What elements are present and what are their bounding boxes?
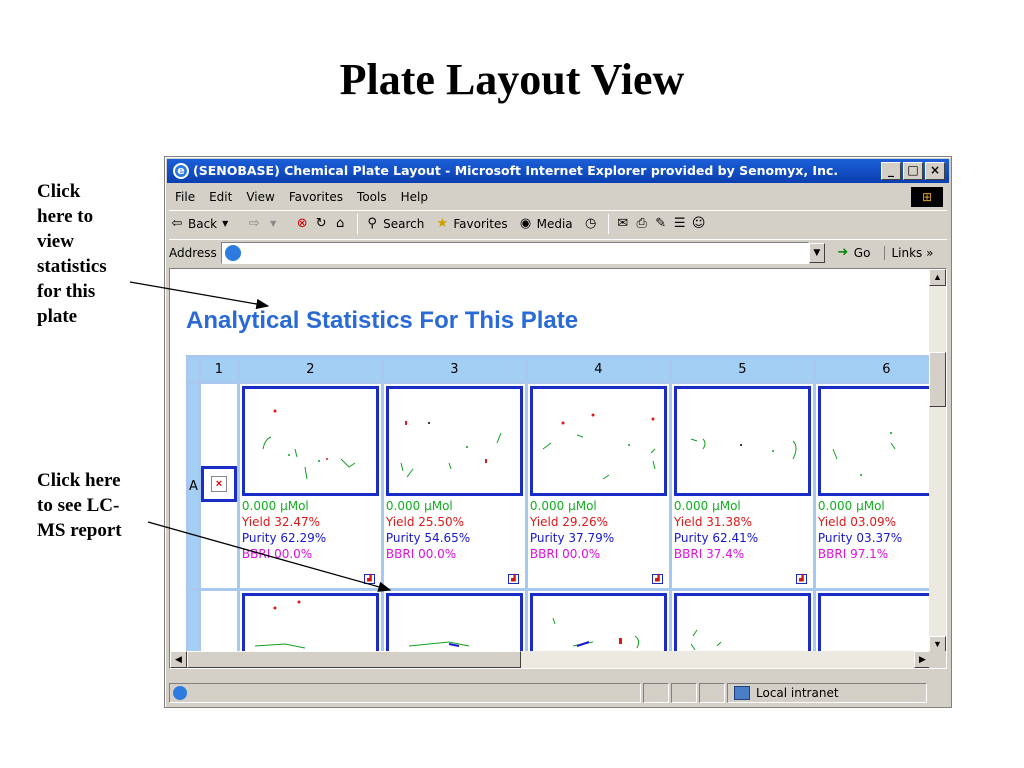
print-icon[interactable]: ⎙ [636,215,647,231]
address-dropdown-button[interactable]: ▼ [809,243,825,263]
scroll-up-button[interactable]: ▲ [929,269,946,286]
mail-icon[interactable]: ✉ [617,215,629,231]
arrow-to-statistics [130,282,268,306]
menu-tools[interactable]: Tools [357,190,387,204]
menu-favorites[interactable]: Favorites [288,190,344,204]
column-header: 2 [240,358,381,381]
well-bbri: BBRI 00.0% [385,547,457,561]
menu-view[interactable]: View [246,190,275,204]
close-button[interactable]: × [925,162,945,180]
edit-icon[interactable]: ✎ [655,215,667,231]
column-header: 6 [816,358,947,381]
well-yield: Yield 25.50% [385,515,465,529]
callout-lcms-report: Click here to see LC- MS report [37,470,122,541]
callout-statistics: Click here to view statistics for this plate [37,181,107,327]
maximize-button[interactable]: □ [903,162,923,180]
well-bbri: BBRI 37.4% [673,547,745,561]
scroll-down-button[interactable]: ▼ [929,636,946,653]
ie-icon: e [173,163,189,179]
home-icon[interactable]: ⌂ [336,215,345,231]
well-purity: Purity 03.37% [817,531,903,545]
well-purity: Purity 62.41% [673,531,759,545]
slide-title: Plate Layout View [339,55,685,104]
back-label: Back [188,216,218,231]
stop-icon[interactable]: ⊗ [296,215,308,231]
go-label: Go [853,245,871,260]
column-header: 5 [672,358,813,381]
row-label: A [189,384,198,588]
history-icon[interactable]: ◷ [584,215,597,231]
back-arrow-icon: ⇦ [171,215,183,231]
lcms-report-icon[interactable]: ▟ [508,574,519,584]
links-button[interactable]: Links » [884,246,933,260]
well-purity: Purity 62.29% [241,531,327,545]
lcms-report-icon[interactable]: ▟ [796,574,807,584]
dropdown-arrow-icon[interactable]: ▼ [270,218,277,228]
well-mol: 0.000 µMol [673,499,741,513]
discuss-icon[interactable]: ☰ [673,215,686,231]
menu-edit[interactable]: Edit [209,190,233,204]
statistics-heading-link[interactable]: Analytical Statistics For This Plate [186,307,579,334]
favorites-label: Favorites [453,216,508,231]
scroll-left-button[interactable]: ◀ [170,651,187,668]
refresh-icon[interactable]: ↻ [315,215,327,231]
arrow-to-lcms [148,522,390,590]
favorites-star-icon: ★ [436,215,449,231]
well-bbri: BBRI 00.0% [241,547,313,561]
menu-file[interactable]: File [175,190,196,204]
media-label: Media [536,216,573,231]
well-yield: Yield 32.47% [241,515,321,529]
windows-logo-icon: ⊞ [911,187,943,207]
lcms-report-icon[interactable]: ▟ [652,574,663,584]
well-bbri: BBRI 00.0% [529,547,601,561]
column-header: 1 [201,358,237,381]
messenger-icon[interactable]: ☺ [691,215,706,231]
links-label: Links [891,245,923,260]
well-mol: 0.000 µMol [385,499,453,513]
forward-arrow-icon: ⇨ [248,215,260,231]
well-yield: Yield 31.38% [673,515,753,529]
well-purity: Purity 37.79% [529,531,615,545]
well-mol: 0.000 µMol [241,499,309,513]
well-mol: 0.000 µMol [529,499,597,513]
well-yield: Yield 29.26% [529,515,609,529]
broken-image-icon[interactable]: × [201,466,237,502]
search-label: Search [383,216,425,231]
address-label: Address [169,245,217,260]
column-header: 4 [528,358,669,381]
column-header: 3 [384,358,525,381]
well-purity: Purity 54.65% [385,531,471,545]
zone-label: Local intranet [756,686,839,700]
window-title: (SENOBASE) Chemical Plate Layout - Microsoft Internet Explorer provided by Senomyx, Inc. [193,163,839,178]
scroll-right-button[interactable]: ▶ [914,651,931,668]
search-icon: ⚲ [367,215,377,231]
menu-help[interactable]: Help [400,190,428,204]
dropdown-arrow-icon[interactable]: ▼ [222,218,229,228]
well-bbri: BBRI 97.1% [817,547,889,561]
well-yield: Yield 03.09% [817,515,897,529]
media-icon: ◉ [519,215,532,231]
minimize-button[interactable]: _ [881,162,901,180]
well-mol: 0.000 µMol [817,499,885,513]
go-arrow-icon: ➜ [837,244,849,260]
lcms-report-icon[interactable]: ▟ [364,574,375,584]
